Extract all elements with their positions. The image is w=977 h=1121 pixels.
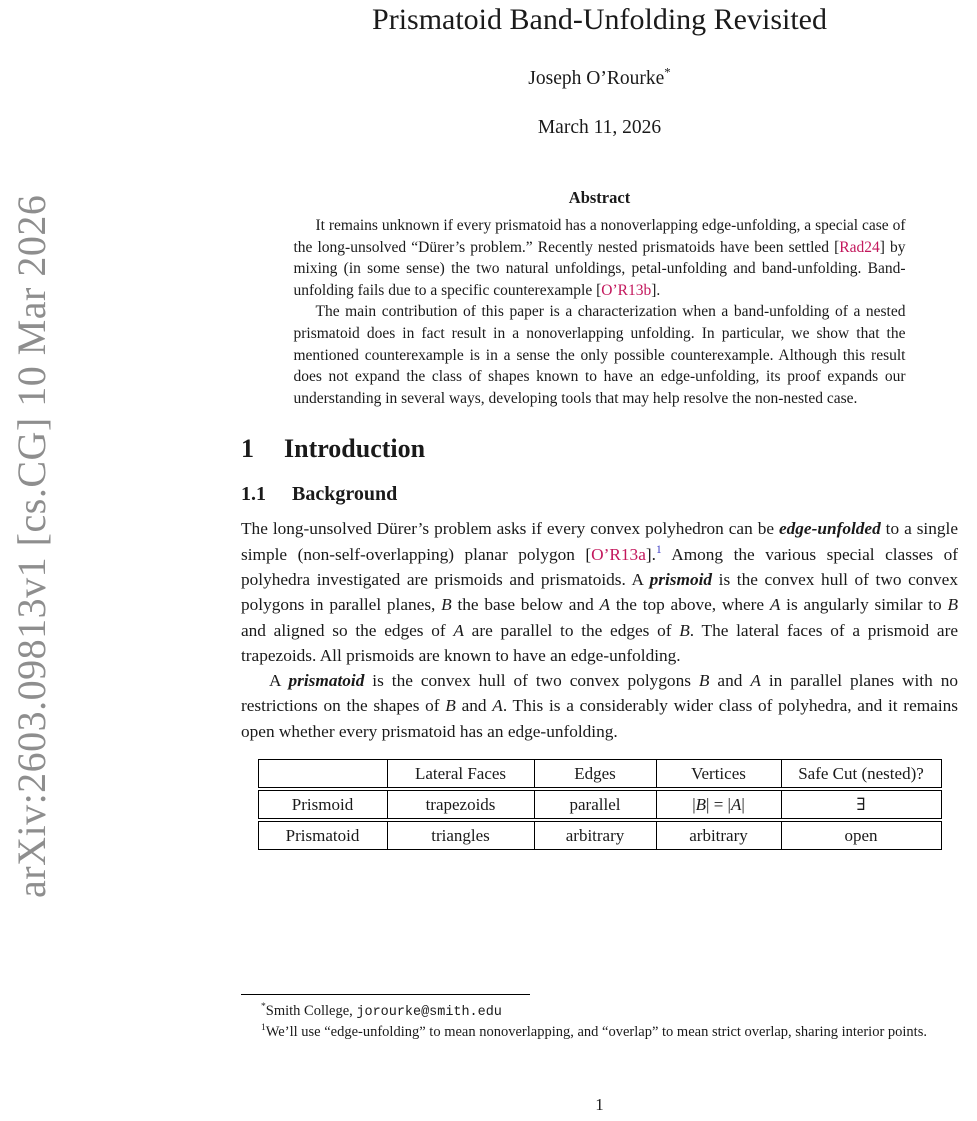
table-cell: arbitrary — [656, 822, 781, 849]
footnote-1: $^1$We’ll use “edge-unfolding” to mean nonoverlapping, and “overlap” to mean strict overlap, sharing interior points. — [261, 1021, 927, 1040]
comparison-table — [258, 759, 942, 850]
table-header-cell — [259, 760, 387, 787]
table-header-cell: Lateral Faces — [387, 760, 534, 787]
arxiv-watermark: arXiv:2603.09813v1 [cs.CG] 10 Mar 2026 — [9, 194, 54, 898]
table-row-prismoid — [258, 790, 942, 819]
table-cell: |B| = |A| — [656, 791, 781, 818]
footnote-affiliation: *Smith College, jorourke@smith.edu — [261, 1001, 502, 1020]
table-cell: Prismoid — [291, 795, 354, 815]
table-cell: parallel — [534, 791, 656, 818]
text-column — [241, 0, 958, 850]
citation-link[interactable]: Rad24 — [839, 238, 880, 256]
table-header-cell: Vertices — [656, 760, 781, 787]
table-cell: Prismatoid — [285, 826, 360, 846]
table-cell: arbitrary — [534, 822, 656, 849]
paper-date: March 11, 2026 — [537, 117, 662, 138]
section-title: Introduction — [284, 434, 426, 464]
table-header-cell: Edges — [534, 760, 656, 787]
abstract-heading: Abstract — [568, 188, 631, 207]
table-row-prismatoid — [258, 821, 942, 850]
table-header-cell: Safe Cut (nested)? — [781, 760, 941, 787]
subsection-title: Background — [292, 483, 398, 506]
table-cell: open — [781, 822, 941, 849]
citation-link[interactable]: O’R13b — [601, 281, 652, 299]
abstract-paragraph-1: It remains unknown if every prismatoid has a nonoverlapping edge-unfolding, a special case of the long-unsolved “Dürer’s problem.” Recently nested prismatoids have been settled [Rad24] by mixing (in some sense) the two natural unfoldings, petal-unfolding and band-unfolding. Band-unfolding fails due to a specific counterexample [O’R13b]. — [293, 217, 906, 299]
paper-title: Prismatoid Band-Unfolding Revisited — [372, 3, 827, 36]
section-number: 1 — [241, 434, 254, 464]
body-paragraph-1: The long-unsolved Dürer’s problem asks if every convex polyhedron can be edge-unfolded to a single simple (non-self-overlapping) planar polygon [O’R13a].$^1$ Among the various special classes of polyhedra investigated are prismoids and prismatoids. A prismoid is the convex hull of two convex polygons in parallel planes, B the base below and A the top above, where A is angularly similar to B and aligned so the edges of A are parallel to the edges of B. The lateral faces of a prismoid are trapezoids. All prismoids are known to have an edge-unfolding. — [241, 519, 959, 665]
footnote-area — [241, 994, 958, 1042]
table-header-row — [258, 759, 942, 788]
table-cell: trapezoids — [387, 791, 534, 818]
table-cell: ∃ — [781, 791, 941, 818]
abstract-section — [294, 186, 906, 409]
subsection-number: 1.1 — [241, 483, 266, 506]
author-name: Joseph O’Rourke* — [528, 65, 671, 89]
subsection-heading-background — [241, 482, 958, 506]
section-heading-introduction — [241, 434, 958, 464]
table-cell: triangles — [387, 822, 534, 849]
body-paragraph-2: A prismatoid is the convex hull of two convex polygons B and A in parallel planes with no restrictions on the shapes of B and A. This is a considerably wider class of polyhedra, and it remains open whether every prismatoid has an edge-unfolding. — [241, 671, 959, 741]
abstract-paragraph-2: The main contribution of this paper is a characterization when a band-unfolding of a nested prismatoid does in fact result in a nonoverlapping unfolding. In particular, we show that the mentioned counterexample is in a sense the only possible counterexample. Although this result does not expand the class of shapes known to have an edge-unfolding, its proof expands our understanding in several ways, developing tools that may help resolve the non-nested case. — [293, 303, 906, 407]
citation-link[interactable]: O’R13a — [591, 544, 646, 564]
footnote-rule — [241, 994, 530, 995]
footnote-marker-link[interactable]: 1 — [655, 543, 662, 556]
page-number: 1 — [595, 1095, 604, 1114]
